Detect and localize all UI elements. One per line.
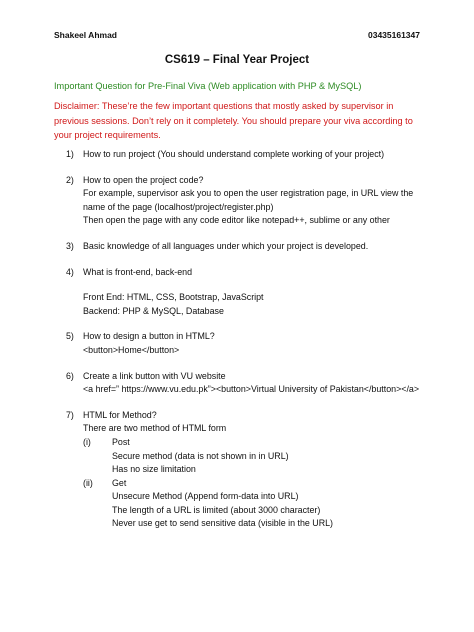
sub-item-text: Secure method (data is not shown in in URL) — [112, 450, 289, 461]
answer-text: Front End: HTML, CSS, Bootstrap, JavaScript — [83, 292, 264, 303]
question-number: 3) — [66, 240, 74, 251]
sub-item-text: The length of a URL is limited (about 3000 character) — [112, 504, 321, 515]
question-number: 4) — [66, 266, 74, 277]
phone-number: 03435161347 — [367, 30, 420, 40]
code-snippet: <a href=” https://www.vu.edu.pk”><button>Virtual University of Pakistan</button></a> — [83, 384, 420, 395]
question-text: Basic knowledge of all languages under which your project is developed. — [83, 240, 369, 251]
code-snippet: <button>Home</button> — [83, 344, 180, 355]
sub-item — [83, 436, 429, 477]
sub-item — [83, 477, 429, 531]
sub-item-text: Never use get to send sensitive data (visible in the URL) — [112, 518, 333, 529]
sub-item-title: Get — [112, 477, 127, 488]
answer-text: Backend: PHP & MySQL, Database — [83, 305, 224, 316]
document-subtitle: Important Question for Pre-Final Viva (Web application with PHP & MySQL) — [54, 81, 362, 91]
answer-text: There are two method of HTML form — [83, 423, 227, 434]
question-item — [54, 266, 429, 319]
page-header — [54, 28, 420, 42]
question-item — [54, 409, 429, 531]
question-text: How to open the project code? — [83, 174, 204, 185]
question-number: 5) — [66, 331, 74, 342]
question-number: 6) — [66, 370, 74, 381]
question-item — [54, 174, 429, 228]
question-text: Create a link button with VU website — [83, 370, 226, 381]
question-item — [54, 240, 429, 254]
question-item — [54, 148, 429, 162]
sub-item-numeral: (ii) — [83, 477, 93, 488]
document-title: CS619 – Final Year Project — [164, 54, 310, 66]
question-number: 1) — [66, 149, 74, 159]
question-list — [54, 148, 429, 543]
question-item — [54, 370, 429, 397]
answer-text: Then open the page with any code editor like notepad++, sublime or any other — [83, 215, 390, 226]
question-item — [54, 330, 429, 357]
question-text: How to design a button in HTML? — [83, 331, 215, 342]
sub-item-title: Post — [112, 436, 130, 447]
question-text: How to run project (You should understand complete working of your project) — [83, 149, 385, 159]
blank-line — [83, 279, 429, 291]
sub-item-numeral: (i) — [83, 436, 91, 447]
sub-item-text: Has no size limitation — [112, 464, 196, 475]
question-text: HTML for Method? — [83, 409, 157, 420]
question-text: What is front-end, back-end — [83, 266, 193, 277]
question-number: 2) — [66, 174, 74, 185]
answer-text: For example, supervisor ask you to open the user registration page, in URL view the name of the page (localhost/project/register.php) — [83, 188, 416, 212]
sub-item-text: Unsecure Method (Append form-data into URL) — [112, 491, 299, 502]
disclaimer-text: Disclaimer: These’re the few important questions that mostly asked by supervisor in previous sessions. Don’t rely on it completely. You should prepare your viva according to your project requirements. — [54, 101, 413, 140]
author-name: Shakeel Ahmad — [54, 30, 117, 40]
question-number: 7) — [66, 409, 74, 420]
